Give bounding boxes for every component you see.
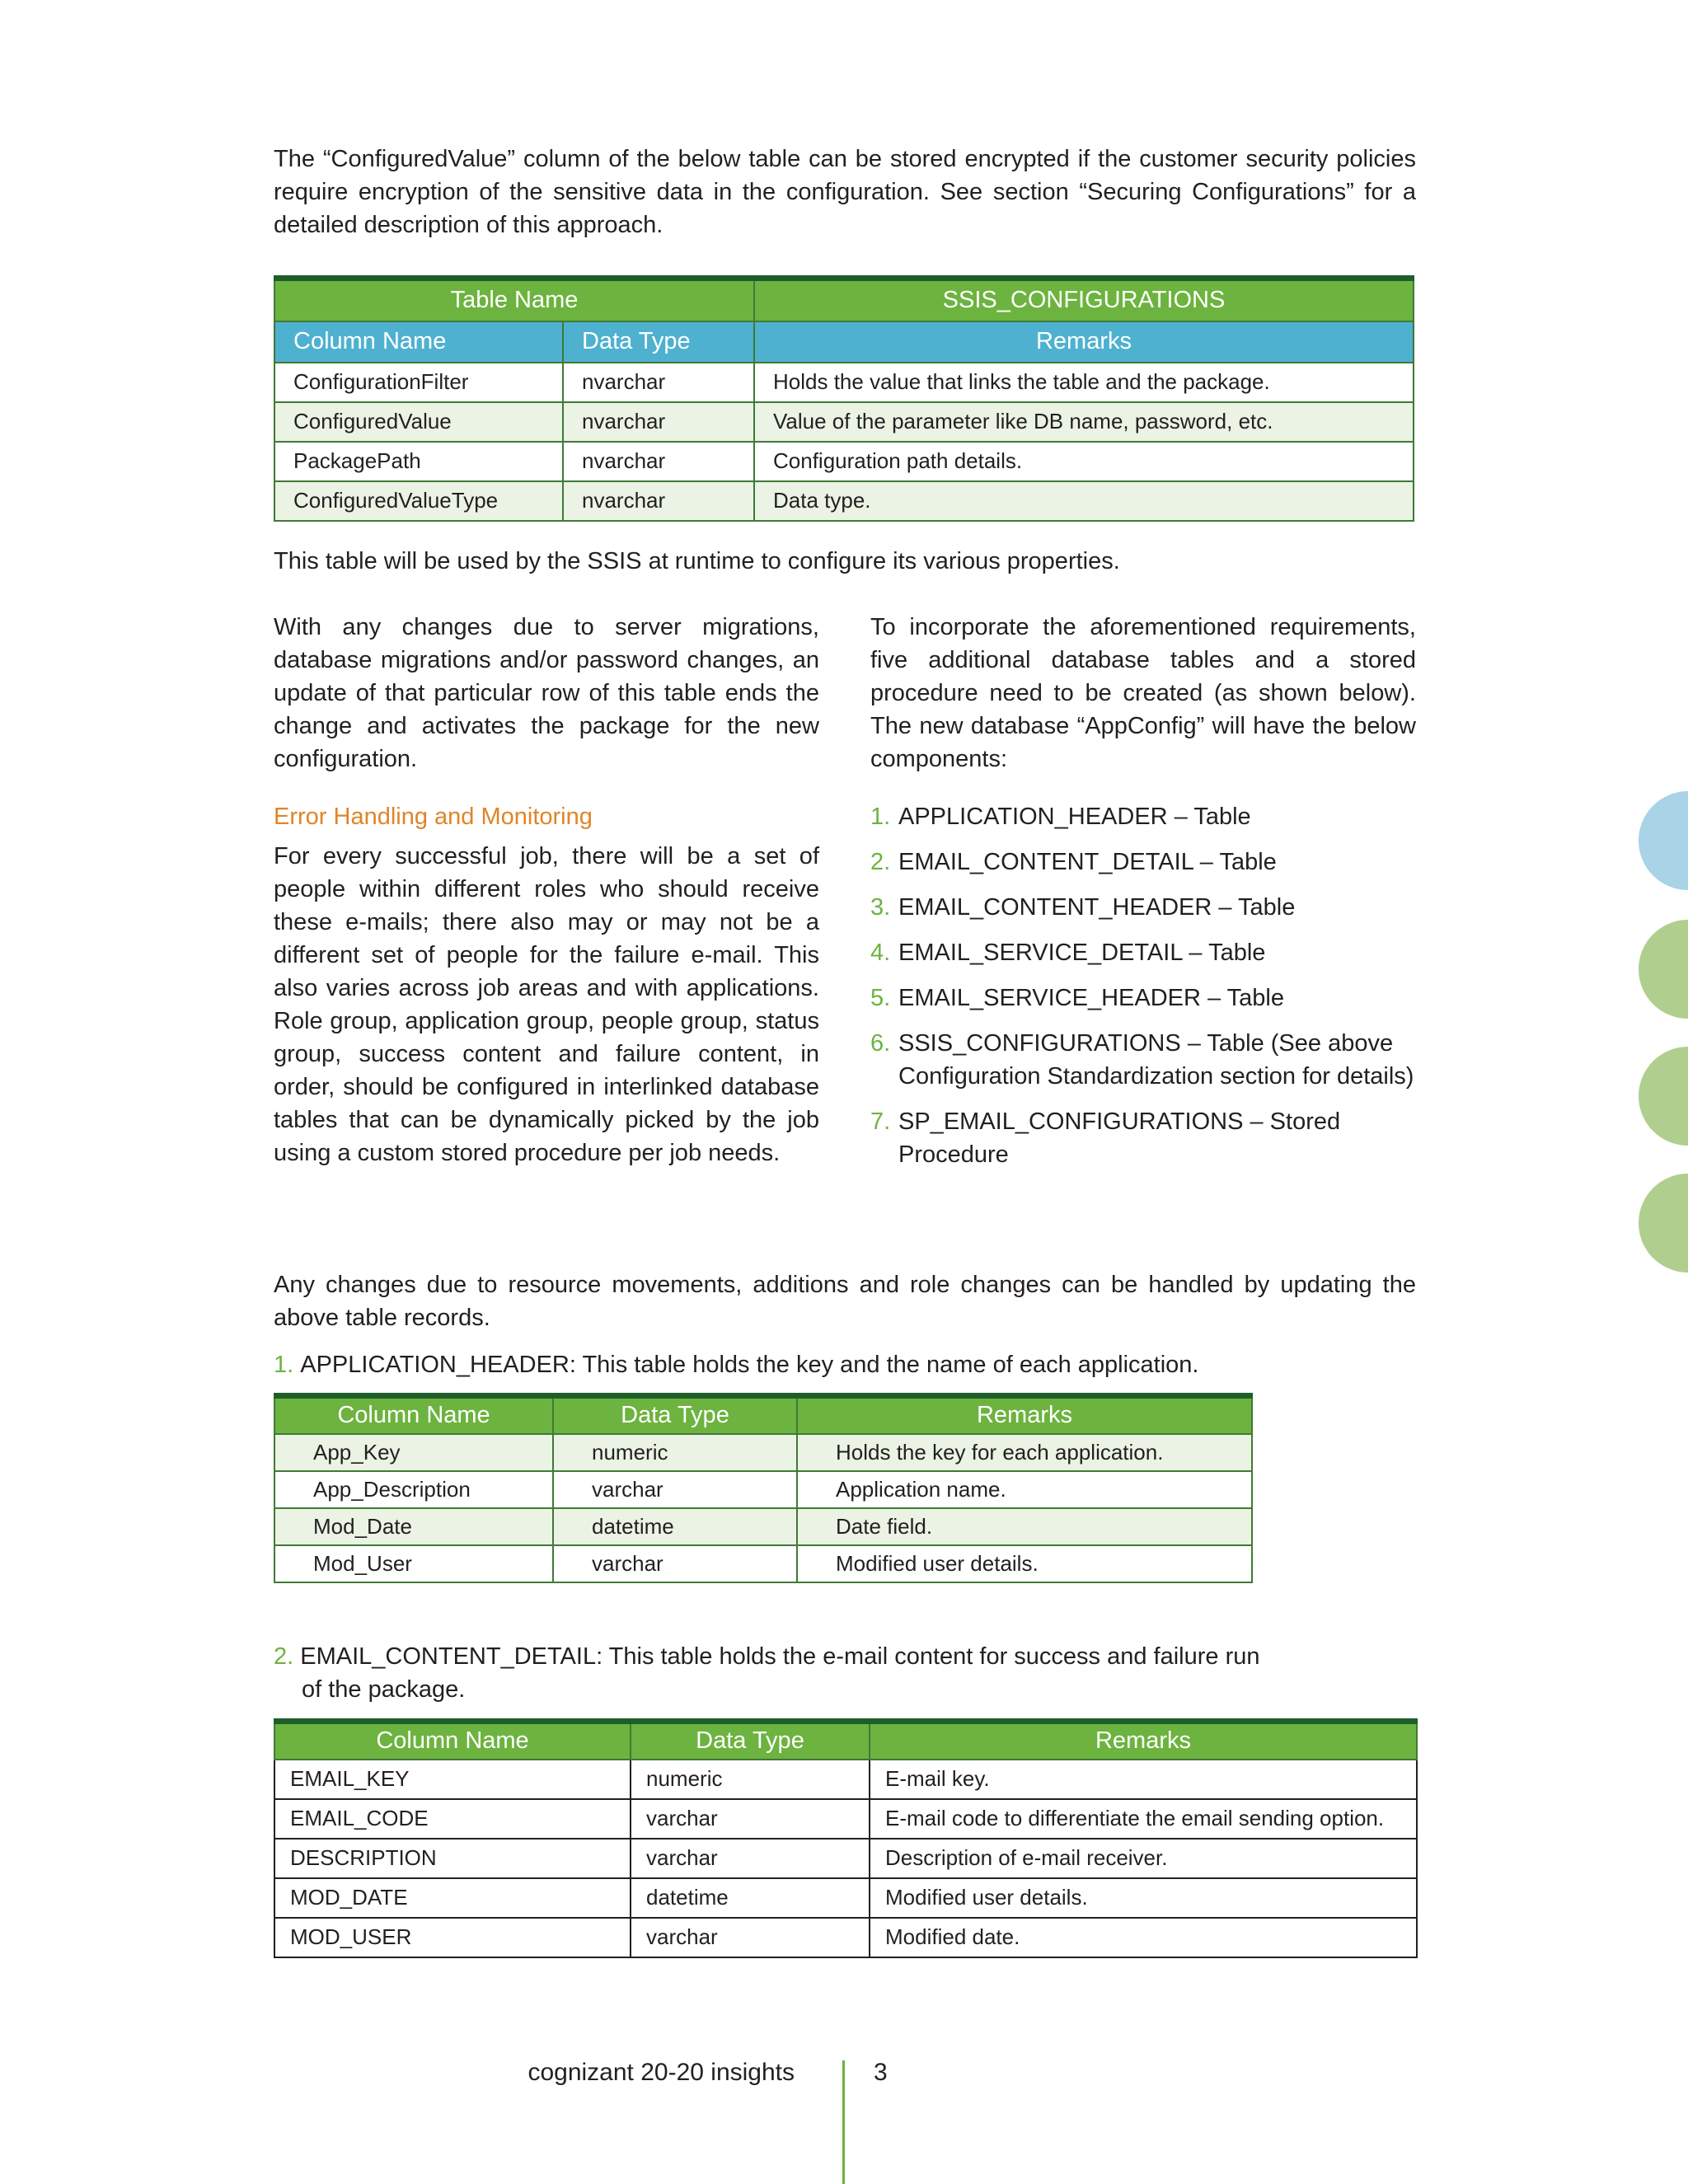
table-cell: datetime	[553, 1508, 797, 1545]
column-header: Data Type	[631, 1722, 870, 1760]
column-header: Column Name	[274, 321, 563, 363]
table-cell: nvarchar	[563, 481, 754, 521]
table-cell: MOD_USER	[274, 1918, 631, 1957]
table-row	[274, 481, 1414, 521]
table-cell: Modified date.	[870, 1918, 1417, 1957]
table-cell: ConfigurationFilter	[274, 363, 563, 402]
table-cell: E-mail code to differentiate the email sending option.	[870, 1799, 1417, 1839]
table-row	[274, 442, 1414, 481]
table-cell: varchar	[631, 1799, 870, 1839]
table-cell: nvarchar	[563, 402, 754, 442]
table-cell: Description of e-mail receiver.	[870, 1839, 1417, 1878]
table-cell: E-mail key.	[870, 1760, 1417, 1799]
table-cell: numeric	[631, 1760, 870, 1799]
table-cell: DESCRIPTION	[274, 1839, 631, 1878]
column-header: Column Name	[274, 1396, 553, 1434]
list-item: 2. EMAIL_CONTENT_DETAIL – Table	[870, 849, 1277, 875]
table-row	[274, 1878, 1417, 1918]
table-cell: Value of the parameter like DB name, password, etc.	[754, 402, 1414, 442]
table-row	[274, 1434, 1252, 1471]
left-column	[274, 611, 819, 1169]
changes-paragraph: Any changes due to resource movements, additions and role changes can be handled by updating the above table records.	[274, 1272, 1416, 1331]
intro-paragraph: The “ConfiguredValue” column of the below table can be stored encrypted if the customer security policies require encryption of the sensitive data in the configuration. See section “Securing Configurations” for a detailed description of this approach.	[274, 146, 1416, 238]
section-1-caption: 1. APPLICATION_HEADER: This table holds the key and the name of each application.	[274, 1352, 1199, 1378]
list-item: 7. SP_EMAIL_CONFIGURATIONS – Stored Procedure	[870, 1108, 1341, 1168]
page-number: 3	[874, 2059, 888, 2086]
table-row	[274, 1918, 1417, 1957]
table-cell: Modified user details.	[870, 1878, 1417, 1918]
requirements-paragraph: To incorporate the aforementioned requirements, five additional database tables and a stored procedure need to be created (as shown below). The new database “AppConfig” will have the below components:	[870, 614, 1416, 772]
table-row	[274, 1545, 1252, 1582]
table-cell: PackagePath	[274, 442, 563, 481]
decorative-green-circle	[1639, 1047, 1688, 1146]
application-header-table	[274, 1393, 1253, 1583]
table-row	[274, 1839, 1417, 1878]
table-cell: Holds the value that links the table and the package.	[754, 363, 1414, 402]
table-cell: varchar	[553, 1545, 797, 1582]
table-cell: Configuration path details.	[754, 442, 1414, 481]
table-cell: varchar	[553, 1471, 797, 1508]
table-row	[274, 1799, 1417, 1839]
column-header: Remarks	[797, 1396, 1252, 1434]
table-cell: varchar	[631, 1839, 870, 1878]
migrations-paragraph: With any changes due to server migrations, database migrations and/or password changes, an update of that particular row of this table ends the change and activates the package for the new configuration.	[274, 614, 819, 772]
error-handling-paragraph: For every successful job, there will be a set of people within different roles who should receive these e-mails; there also may or may not be a different set of people for the failure e-mail. This also varies across job areas and with applications. Role group, application group, people group, status group, success content and failure content, in order, should be configured in interlinked database tables that can be dynamically picked by the job using a custom stored procedure per job needs.	[274, 843, 819, 1166]
table-cell: Mod_User	[274, 1545, 553, 1582]
column-header: Data Type	[553, 1396, 797, 1434]
table-row	[274, 1508, 1252, 1545]
table-row	[274, 1471, 1252, 1508]
table-cell: Holds the key for each application.	[797, 1434, 1252, 1471]
table-name-label: Table Name	[274, 279, 754, 321]
components-list	[870, 800, 1416, 1171]
table-cell: EMAIL_CODE	[274, 1799, 631, 1839]
decorative-blue-circle	[1639, 791, 1688, 890]
table-cell: Date field.	[797, 1508, 1252, 1545]
table-name-value: SSIS_CONFIGURATIONS	[754, 279, 1414, 321]
footer-divider	[842, 2060, 845, 2184]
list-item: 3. EMAIL_CONTENT_HEADER – Table	[870, 894, 1296, 921]
section-2-caption: 2. EMAIL_CONTENT_DETAIL: This table holds the e-mail content for success and failure run of the package.	[274, 1643, 1260, 1703]
list-item: 5. EMAIL_SERVICE_HEADER – Table	[870, 985, 1284, 1011]
list-item: 4. EMAIL_SERVICE_DETAIL – Table	[870, 940, 1266, 966]
table-cell: Modified user details.	[797, 1545, 1252, 1582]
table-cell: nvarchar	[563, 363, 754, 402]
table-cell: App_Description	[274, 1471, 553, 1508]
table-cell: ConfiguredValue	[274, 402, 563, 442]
table-cell: ConfiguredValueType	[274, 481, 563, 521]
column-header: Remarks	[754, 321, 1414, 363]
table-row	[274, 402, 1414, 442]
table-row	[274, 363, 1414, 402]
column-header: Data Type	[563, 321, 754, 363]
table-cell: Application name.	[797, 1471, 1252, 1508]
right-column	[870, 611, 1416, 1183]
table-cell: Mod_Date	[274, 1508, 553, 1545]
table-cell: App_Key	[274, 1434, 553, 1471]
decorative-green-circle	[1639, 920, 1688, 1019]
after-table-text: This table will be used by the SSIS at runtime to configure its various properties.	[274, 548, 1120, 574]
email-content-detail-table	[274, 1718, 1418, 1958]
table-cell: datetime	[631, 1878, 870, 1918]
column-header: Column Name	[274, 1722, 631, 1760]
table-cell: varchar	[631, 1918, 870, 1957]
section-heading: Error Handling and Monitoring	[274, 804, 593, 830]
table-row	[274, 1760, 1417, 1799]
table-cell: MOD_DATE	[274, 1878, 631, 1918]
table-cell: Data type.	[754, 481, 1414, 521]
decorative-green-circle	[1639, 1174, 1688, 1272]
table-cell: EMAIL_KEY	[274, 1760, 631, 1799]
list-item: 6. SSIS_CONFIGURATIONS – Table (See above Configuration Standardization section for details)	[870, 1030, 1414, 1090]
column-header: Remarks	[870, 1722, 1417, 1760]
table-cell: nvarchar	[563, 442, 754, 481]
footer-brand: cognizant 20-20 insights	[528, 2059, 795, 2086]
list-item: 1. APPLICATION_HEADER – Table	[870, 804, 1251, 830]
table-cell: numeric	[553, 1434, 797, 1471]
ssis-configurations-table	[274, 275, 1414, 522]
